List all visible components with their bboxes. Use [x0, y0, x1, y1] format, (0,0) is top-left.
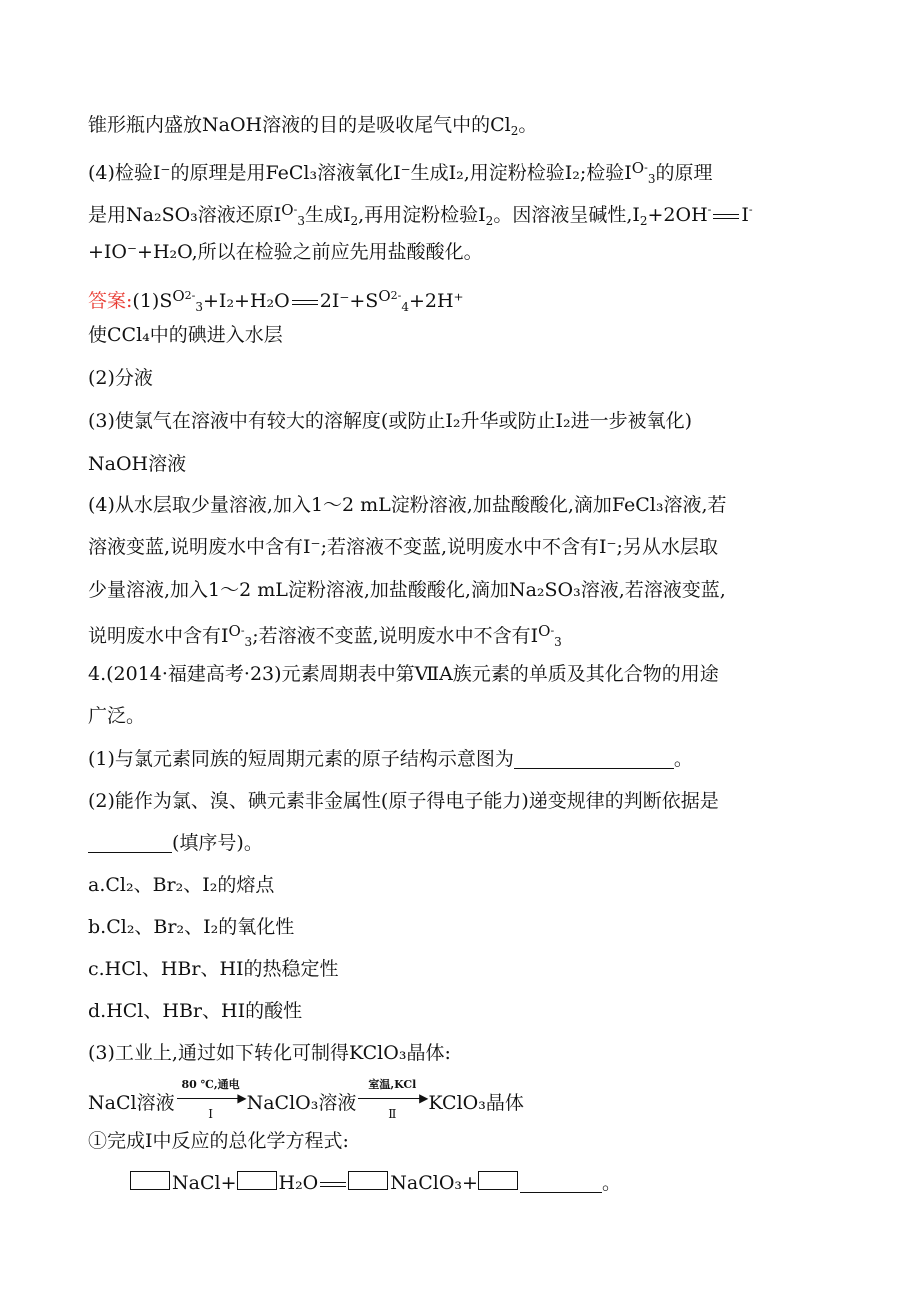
text-line-2: (4)检验I⁻的原理是用FeCl₃溶液氧化I⁻生成I₂,用淀粉检验I₂;检验$I^{O-}_3$的原理 [88, 159, 713, 186]
arrow-head-icon: ▶ [419, 1091, 429, 1105]
coefficient-box[interactable] [130, 1171, 170, 1190]
text-line-8: NaOH溶液 [88, 453, 187, 475]
answer-label: 答案: [88, 290, 133, 312]
option-c: c.HCl、HBr、HI的热稳定性 [88, 958, 339, 980]
text-line-10: 溶液变蓝,说明废水中含有I⁻;若溶液不变蓝,说明废水中不含有I⁻;另从水层取 [88, 536, 718, 558]
text-line-1: 锥形瓶内盛放NaOH溶液的目的是吸收尾气中的$Cl_2$。 [88, 114, 538, 138]
text-line-5: 使CCl₄中的碘进入水层 [88, 324, 283, 346]
arrow-head-icon: ▶ [237, 1091, 247, 1105]
question-4-2: (2)能作为氯、溴、碘元素非金属性(原子得电子能力)递变规律的判断依据是 [88, 790, 719, 812]
text-line-7: (3)使氯气在溶液中有较大的溶解度(或防止I₂升华或防止I₂进一步被氧化) [88, 410, 692, 432]
text-line-14: 广泛。 [88, 705, 146, 727]
coefficient-box[interactable] [478, 1171, 518, 1190]
text-line-11: 少量溶液,加入1～2 mL淀粉溶液,加盐酸酸化,滴加Na₂SO₃溶液,若溶液变蓝, [88, 579, 726, 601]
answer-line: 答案$:(1)S^{O2-}_3+I_2+H_2O$ $2I^-+S^{O2-}_4+2H^+$ [88, 287, 464, 314]
option-a: a.Cl₂、Br₂、I₂的熔点 [88, 874, 275, 896]
coefficient-box[interactable] [237, 1171, 277, 1190]
equal-sign-icon [320, 1182, 346, 1187]
answer-blank[interactable] [520, 1174, 602, 1193]
reaction-scheme: NaCl溶液 80 ℃,通电 ▶ Ⅰ NaClO₃溶液 室温,KCl ▶ Ⅱ KClO₃晶体 [88, 1078, 524, 1121]
answer-blank[interactable] [514, 750, 674, 769]
question-4-1: (1)与氯元素同族的短周期元素的原子结构示意图为 。 [88, 748, 693, 770]
equation-line: NaCl+ H₂O NaClO₃+ 。 [130, 1170, 880, 1196]
question-4-3: (3)工业上,通过如下转化可制得KClO₃晶体: [88, 1042, 451, 1064]
equal-sign-icon [292, 300, 318, 305]
text-line-9: (4)从水层取少量溶液,加入1～2 mL淀粉溶液,加盐酸酸化,滴加FeCl₃溶液,若 [88, 494, 727, 516]
text-line-4: +IO⁻+H₂O,所以在检验之前应先用盐酸酸化。 [88, 241, 483, 263]
option-d: d.HCl、HBr、HI的酸性 [88, 1000, 303, 1022]
coefficient-box[interactable] [348, 1171, 388, 1190]
text-line-12: 说明废水中含有$I^{O-}_3$;若溶液不变蓝,说明废水中不含有$I^{O-}_3$ [88, 622, 562, 649]
text-line-17: (填序号)。 [88, 830, 838, 856]
question-4-title: 4.(2014·福建高考·23)元素周期表中第ⅦA族元素的单质及其化合物的用途 [88, 663, 719, 685]
text-line-3: 是用Na₂SO₃溶液还原$I^{O-}_3$生成$I_2$,再用淀粉检验$I_2$。因溶液呈碱性$,I_2+2OH^-$ I- [88, 201, 753, 228]
answer-blank[interactable] [88, 834, 172, 853]
option-b: b.Cl₂、Br₂、I₂的氧化性 [88, 916, 295, 938]
text-line-6: (2)分液 [88, 367, 153, 389]
equal-sign-icon [713, 214, 739, 219]
reaction-arrow-1: 80 ℃,通电 ▶ Ⅰ [175, 1090, 247, 1116]
text-line-24: ①完成Ⅰ中反应的总化学方程式: [88, 1130, 349, 1152]
reaction-arrow-2: 室温,KCl ▶ Ⅱ [356, 1090, 428, 1116]
